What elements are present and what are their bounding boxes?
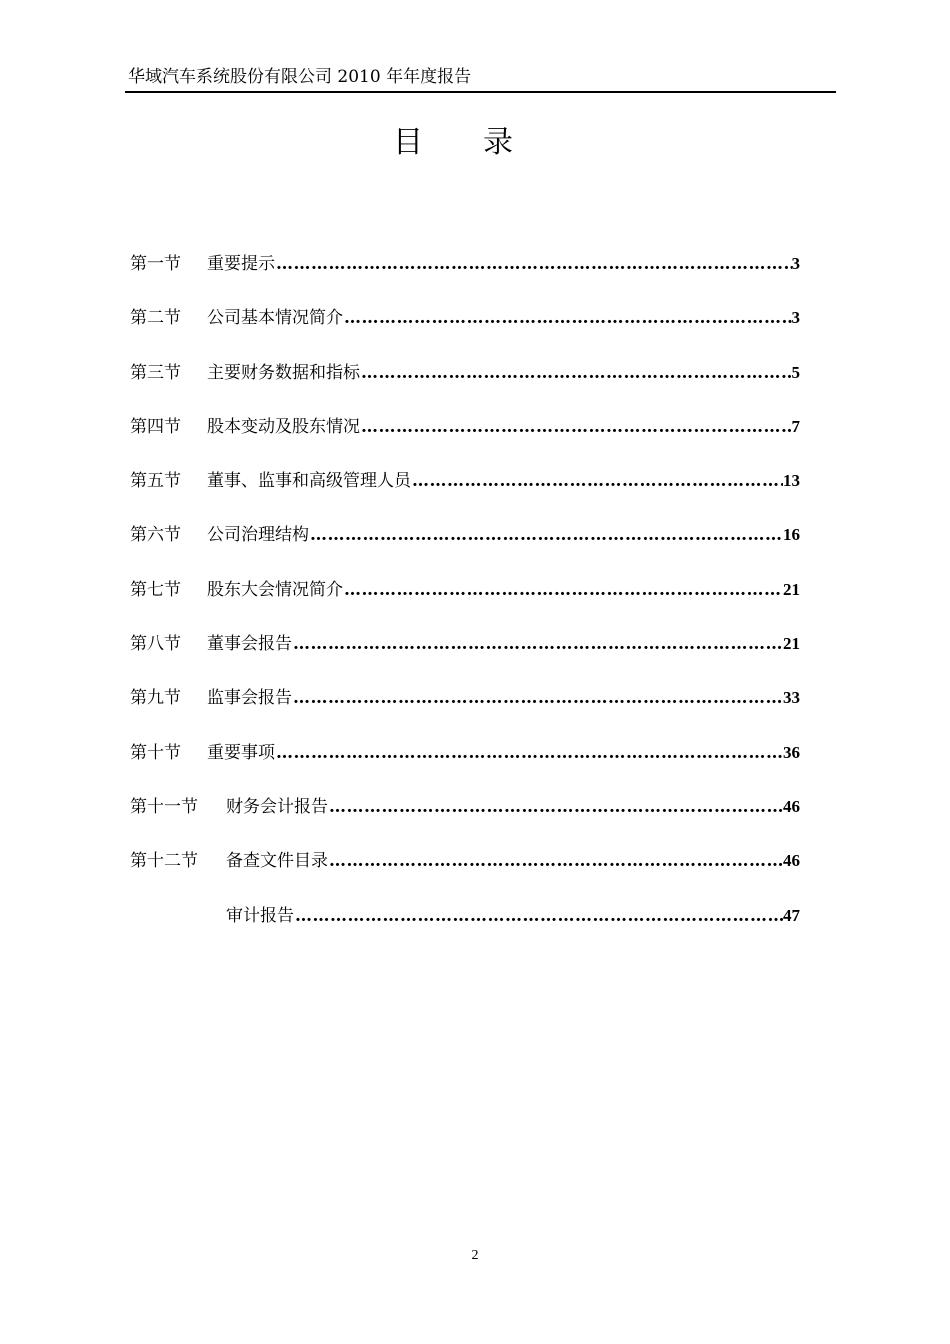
toc-section-number: 第十二节 bbox=[130, 851, 198, 872]
toc-page-number: 46 bbox=[783, 851, 800, 871]
toc-dot-leader bbox=[292, 631, 783, 657]
toc-section-number: 第八节 bbox=[130, 634, 181, 655]
toc-dot-leader bbox=[411, 468, 783, 494]
toc-section-title: 董事、监事和高级管理人员 bbox=[207, 471, 411, 492]
toc-section-title: 公司基本情况简介 bbox=[207, 308, 343, 329]
toc-section-number: 第一节 bbox=[130, 254, 181, 274]
toc-section-number: 第四节 bbox=[130, 416, 181, 437]
toc-dot-leader bbox=[360, 414, 792, 440]
toc-entry-4[interactable] bbox=[130, 414, 800, 468]
toc-page-number: 21 bbox=[783, 579, 800, 599]
page-number: 2 bbox=[471, 1248, 479, 1263]
toc-section-number: 第六节 bbox=[130, 525, 181, 546]
toc-page-number: 16 bbox=[783, 525, 800, 545]
toc-dot-leader bbox=[343, 577, 783, 603]
toc-section-title: 股本变动及股东情况 bbox=[207, 416, 360, 437]
toc-dot-leader bbox=[275, 251, 792, 277]
toc-section-title: 审计报告 bbox=[226, 905, 294, 926]
toc-section-title: 备查文件目录 bbox=[226, 851, 328, 872]
toc-page-number: 36 bbox=[783, 742, 800, 762]
toc-page-number: 13 bbox=[783, 471, 800, 491]
toc-entry-9[interactable] bbox=[130, 685, 800, 739]
toc-dot-leader bbox=[294, 903, 783, 929]
toc-entry-5[interactable] bbox=[130, 468, 800, 522]
toc-entry-12[interactable] bbox=[130, 848, 800, 902]
toc-section-number: 第五节 bbox=[130, 471, 181, 492]
toc-section-number: 第三节 bbox=[130, 362, 181, 383]
toc-dot-leader bbox=[360, 360, 792, 386]
toc-dot-leader bbox=[309, 522, 783, 548]
toc-section-title: 重要提示 bbox=[207, 254, 275, 274]
toc-page-number: 3 bbox=[791, 254, 800, 273]
toc-section-title: 重要事项 bbox=[207, 742, 275, 763]
toc-page-number: 7 bbox=[791, 416, 800, 436]
toc-entry-2[interactable] bbox=[130, 305, 800, 359]
toc-dot-leader bbox=[292, 685, 783, 711]
toc-entry-13[interactable] bbox=[130, 903, 800, 957]
report-header-title: 华域汽车系统股份有限公司 2010 年年度报告 bbox=[128, 67, 472, 87]
toc-section-number: 第十一节 bbox=[130, 796, 198, 817]
toc-entry-1[interactable] bbox=[130, 251, 800, 305]
toc-section-number: 第九节 bbox=[130, 688, 181, 709]
toc-dot-leader bbox=[275, 740, 783, 766]
toc-dot-leader bbox=[343, 305, 792, 331]
toc-page-number: 46 bbox=[783, 796, 800, 816]
toc-page-number: 21 bbox=[783, 634, 800, 654]
toc-entry-10[interactable] bbox=[130, 740, 800, 794]
toc-dot-leader bbox=[328, 848, 783, 874]
toc-entry-3[interactable] bbox=[130, 360, 800, 414]
toc-entry-8[interactable] bbox=[130, 631, 800, 685]
toc-page-number: 5 bbox=[791, 362, 800, 382]
toc-section-title: 董事会报告 bbox=[207, 634, 292, 655]
toc-heading: 目录 bbox=[393, 125, 573, 160]
toc-entry-6[interactable] bbox=[130, 522, 800, 576]
toc-section-number: 第十节 bbox=[130, 742, 181, 763]
toc-section-title: 公司治理结构 bbox=[207, 525, 309, 546]
toc-section-title: 主要财务数据和指标 bbox=[207, 362, 360, 383]
toc-page-number: 3 bbox=[791, 308, 800, 328]
toc-section-number: 第二节 bbox=[130, 308, 181, 329]
toc-page-number: 47 bbox=[783, 905, 800, 925]
toc-section-title: 监事会报告 bbox=[207, 688, 292, 709]
toc-entry-11[interactable] bbox=[130, 794, 800, 848]
header-divider bbox=[125, 91, 836, 93]
toc-dot-leader bbox=[328, 794, 783, 820]
toc-entry-7[interactable] bbox=[130, 577, 800, 631]
toc-section-title: 股东大会情况简介 bbox=[207, 579, 343, 600]
toc-list bbox=[130, 251, 800, 957]
toc-section-title: 财务会计报告 bbox=[226, 796, 328, 817]
toc-section-number: 第七节 bbox=[130, 579, 181, 600]
toc-page-number: 33 bbox=[783, 688, 800, 708]
